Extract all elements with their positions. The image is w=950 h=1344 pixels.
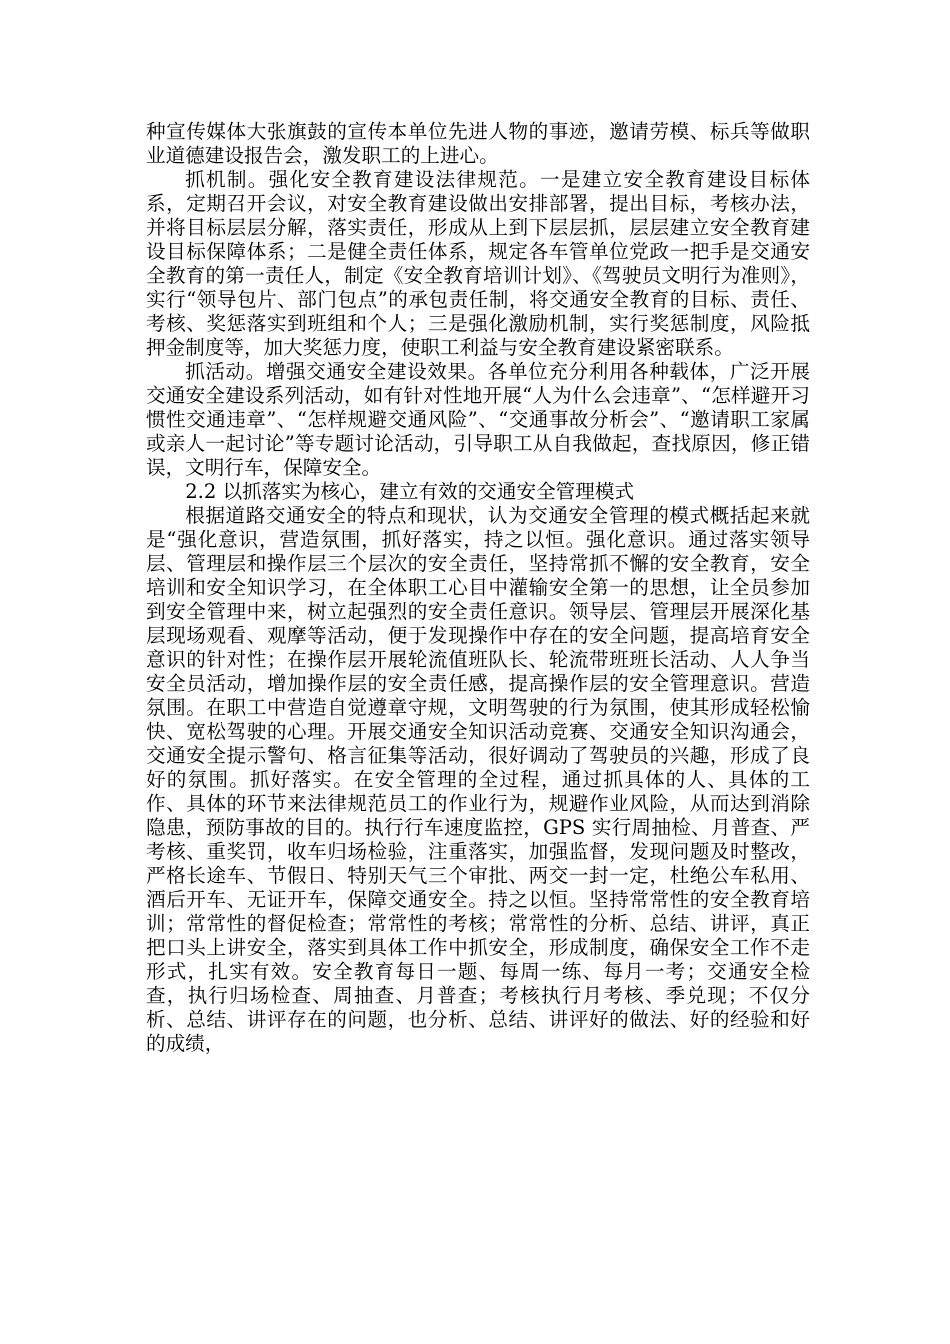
paragraph-activities: 抓活动。增强交通安全建设效果。各单位充分利用各种载体，广泛开展交通安全建设系列活动，如有针对性地开展“人为什么会违章”、“怎样避开习惯性交通违章”、“怎样规避交通风险”、“交通事故分析会”、“邀请职工家属或亲人一起讨论”等专题讨论活动，引导职工从自我做起，查找原因，修正错误，文明行车，保障安全。 <box>146 360 810 479</box>
paragraph-mechanism: 抓机制。强化安全教育建设法律规范。一是建立安全教育建设目标体系，定期召开会议，对安全教育建设做出安排部署，提出目标，考核办法，并将目标层层分解，落实责任，形成从上到下层层抓，层层建立安全教育建设目标保障体系；二是健全责任体系，规定各车管单位党政一把手是交通安全教育的第一责任人，制定《安全教育培训计划》、《驾驶员文明行为准则》，实行“领导包片、部门包点”的承包责任制，将交通安全教育的目标、责任、考核、奖惩落实到班组和个人；三是强化激励机制，实行奖惩制度，风险抵押金制度等，加大奖惩力度，使职工利益与安全教育建设紧密联系。 <box>146 168 810 359</box>
document-page <box>146 120 810 1056</box>
paragraph-management-model: 根据道路交通安全的特点和现状，认为交通安全管理的模式概括起来就是“强化意识，营造氛围，抓好落实，持之以恒。强化意识。通过落实领导层、管理层和操作层三个层次的安全责任，坚持常抓不懈的安全教育，安全培训和安全知识学习，在全体职工心目中灌输安全第一的思想，让全员参加到安全管理中来，树立起强烈的安全责任意识。领导层、管理层开展深化基层现场观看、观摩等活动，便于发现操作中存在的安全问题，提高培育安全意识的针对性；在操作层开展轮流值班队长、轮流带班班长活动、人人争当安全员活动，增加操作层的安全责任感，提高操作层的安全管理意识。营造氛围。在职工中营造自觉遵章守规，文明驾驶的行为氛围，使其形成轻松愉快、宽松驾驶的心理。开展交通安全知识活动竞赛、交通安全知识沟通会，交通安全提示警句、格言征集等活动，很好调动了驾驶员的兴趣，形成了良好的氛围。抓好落实。在安全管理的全过程，通过抓具体的人、具体的工作、具体的环节来法律规范员工的作业行为，规避作业风险，从而达到消除隐患，预防事故的目的。执行行车速度监控，GPS 实行周抽检、月普查、严考核、重奖罚，收车归场检验，注重落实，加强监督，发现问题及时整改，严格长途车、节假日、特别天气三个审批、两交一封一定，杜绝公车私用、酒后开车、无证开车，保障交通安全。持之以恒。坚持常常性的安全教育培训；常常性的督促检查；常常性的考核；常常性的分析、总结、讲评，真正把口头上讲安全，落实到具体工作中抓安全，形成制度，确保安全工作不走形式，扎实有效。安全教育每日一题、每周一练、每月一考；交通安全检查，执行归场检查、周抽查、月普查；考核执行月考核、季兑现；不仅分析、总结、讲评存在的问题，也分析、总结、讲评好的做法、好的经验和好的成绩， <box>146 504 810 1055</box>
paragraph-intro-continuation: 种宣传媒体大张旗鼓的宣传本单位先进人物的事迹，邀请劳模、标兵等做职业道德建设报告会，激发职工的上进心。 <box>146 120 810 167</box>
section-heading-2-2: 2.2 以抓落实为核心，建立有效的交通安全管理模式 <box>185 480 635 503</box>
